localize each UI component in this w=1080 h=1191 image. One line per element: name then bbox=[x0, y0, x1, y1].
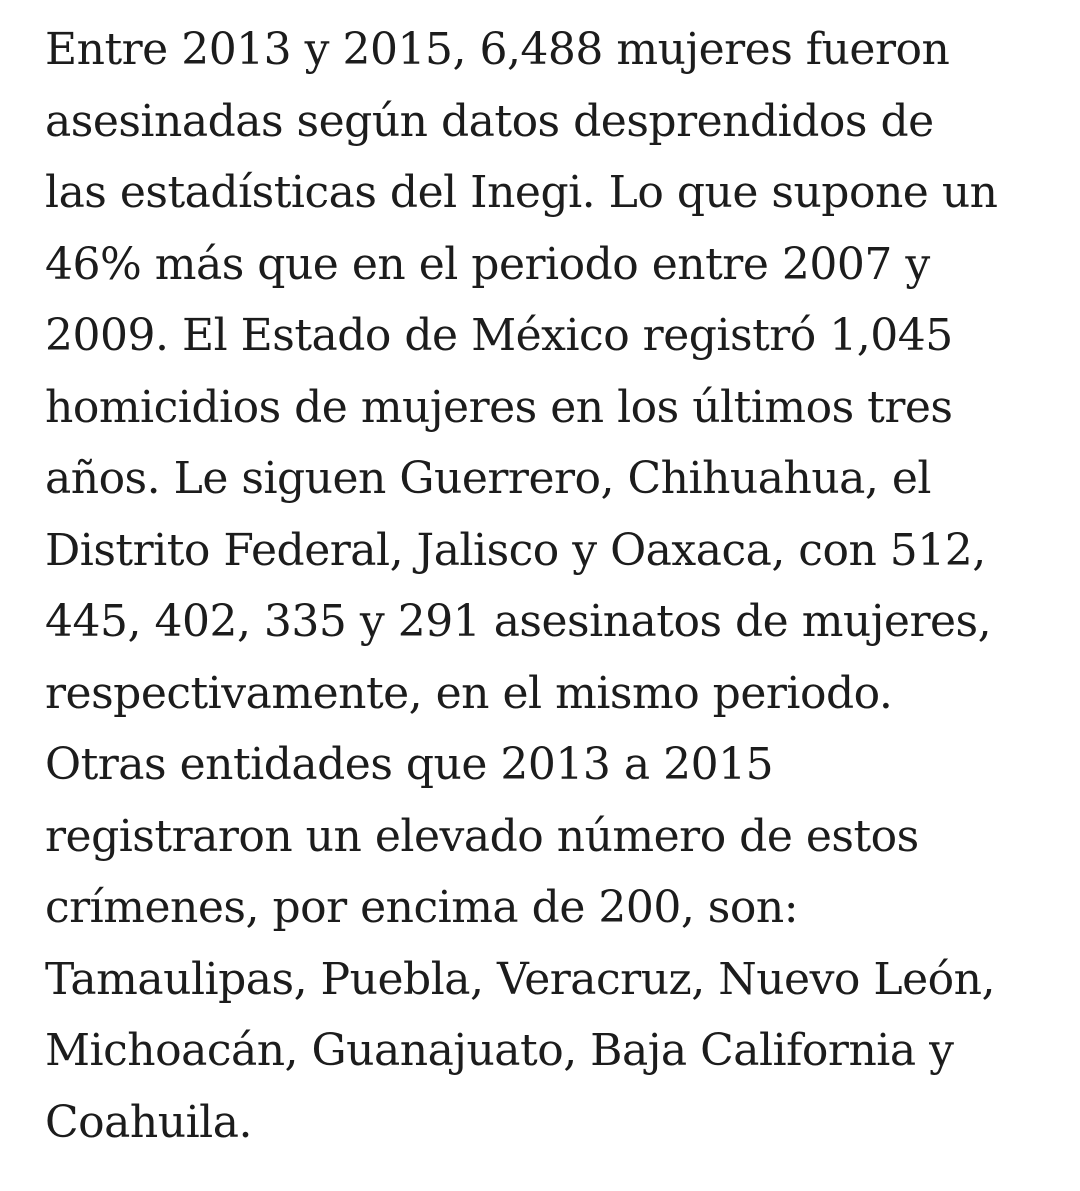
paragraph-line-3: las estadísticas del Inegi. Lo que supone un bbox=[45, 167, 998, 218]
paragraph-line-8: Distrito Federal, Jalisco y Oaxaca, con 512, bbox=[45, 524, 986, 576]
paragraph-line-11: Otras entidades que 2013 a 2015 bbox=[45, 739, 774, 790]
paragraph-line-1: Entre 2013 y 2015, 6,488 mujeres fueron bbox=[45, 24, 950, 75]
paragraph-line-4: 46% más que en el periodo entre 2007 y bbox=[45, 238, 930, 290]
paragraph-line-15: Michoacán, Guanajuato, Baja California y bbox=[45, 1025, 954, 1076]
paragraph-line-14: Tamaulipas, Puebla, Veracruz, Nuevo León, bbox=[45, 953, 995, 1005]
paragraph-line-9: 445, 402, 335 y 291 asesinatos de mujeres, bbox=[45, 596, 992, 647]
paragraph-line-2: asesinadas según datos desprendidos de bbox=[45, 95, 934, 147]
paragraph-line-16: Coahuila. bbox=[45, 1096, 252, 1148]
article-paragraph bbox=[45, 14, 1055, 1158]
paragraph-line-5: 2009. El Estado de México registró 1,045 bbox=[45, 310, 953, 361]
paragraph-line-12: registraron un elevado número de estos bbox=[45, 810, 919, 862]
paragraph-line-10: respectivamente, en el mismo periodo. bbox=[45, 667, 893, 719]
paragraph-line-6: homicidios de mujeres en los últimos tres bbox=[45, 381, 953, 433]
paragraph-line-13: crímenes, por encima de 200, son: bbox=[45, 882, 799, 933]
paragraph-line-7: años. Le siguen Guerrero, Chihuahua, el bbox=[45, 453, 931, 504]
